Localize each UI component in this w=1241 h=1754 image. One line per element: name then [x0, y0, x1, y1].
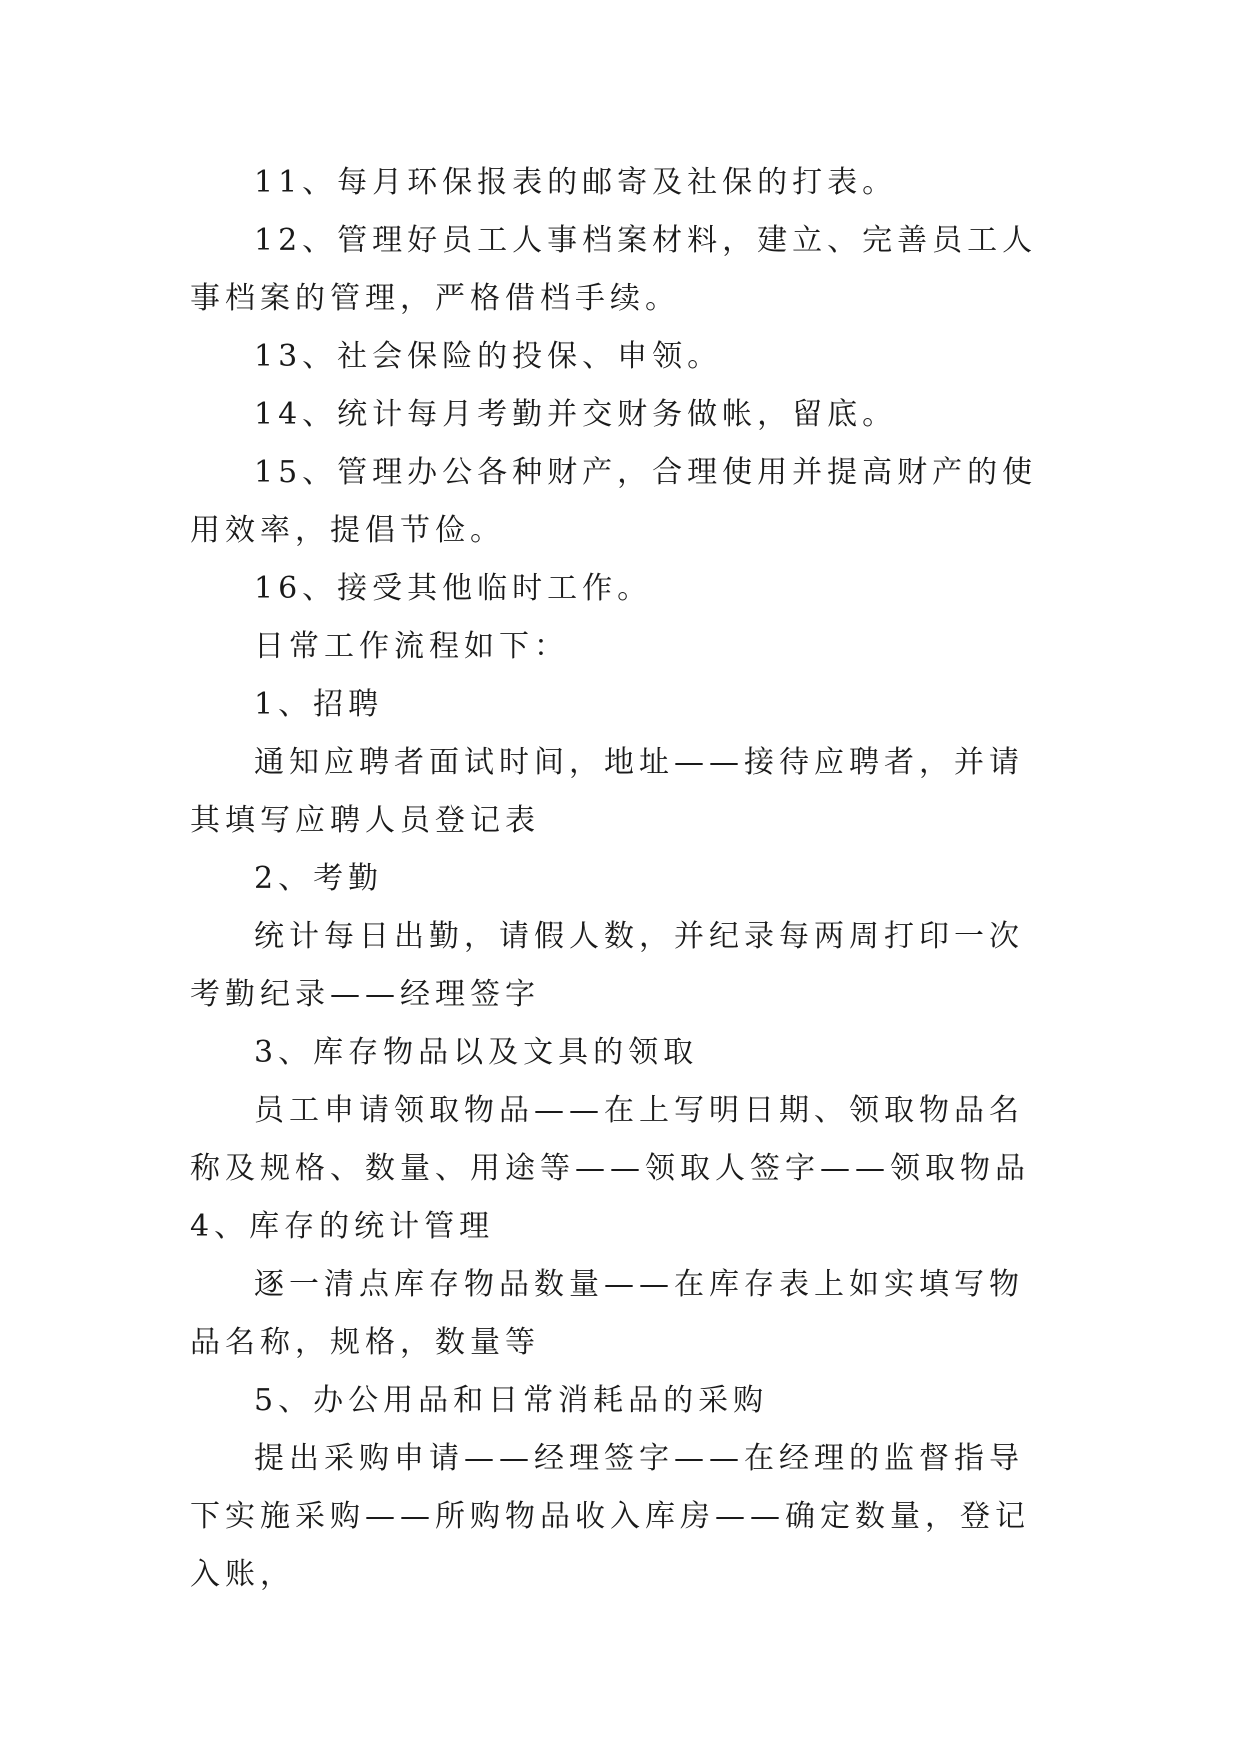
item-12-paragraph: 12、管理好员工人事档案材料，建立、完善员工人事档案的管理，严格借档手续。	[190, 223, 1038, 316]
item-14-paragraph: 14、统计每月考勤并交财务做帐，留底。	[254, 397, 898, 432]
item-13-paragraph: 13、社会保险的投保、申领。	[254, 339, 723, 374]
attendance-heading: 2、考勤	[254, 861, 384, 896]
attendance-steps: 统计每日出勤，请假人数，并纪录每两周打印一次考勤纪录——经理签字	[190, 919, 1024, 1012]
recruitment-heading: 1、招聘	[254, 687, 384, 722]
workflow-heading: 日常工作流程如下：	[254, 629, 569, 664]
purchasing-steps: 提出采购申请——经理签字——在经理的监督指导下实施采购——所购物品收入库房——确定数量，登记入账，	[190, 1441, 1030, 1592]
item-16-paragraph: 16、接受其他临时工作。	[254, 571, 653, 606]
document-page	[190, 154, 1050, 1604]
inventory-count-steps: 逐一清点库存物品数量——在库存表上如实填写物品名称，规格，数量等	[190, 1267, 1024, 1360]
item-11-paragraph: 11、每月环保报表的邮寄及社保的打表。	[254, 165, 898, 200]
inventory-collection-heading: 3、库存物品以及文具的领取	[254, 1035, 699, 1070]
item-15-paragraph: 15、管理办公各种财产，合理使用并提高财产的使用效率，提倡节俭。	[190, 455, 1038, 548]
purchasing-heading: 5、办公用品和日常消耗品的采购	[254, 1383, 769, 1418]
inventory-collection-steps: 员工申请领取物品——在上写明日期、领取物品名称及规格、数量、用途等——领取人签字——领取物品 4、库存的统计管理	[190, 1093, 1030, 1244]
recruitment-steps: 通知应聘者面试时间，地址——接待应聘者，并请其填写应聘人员登记表	[190, 745, 1024, 838]
